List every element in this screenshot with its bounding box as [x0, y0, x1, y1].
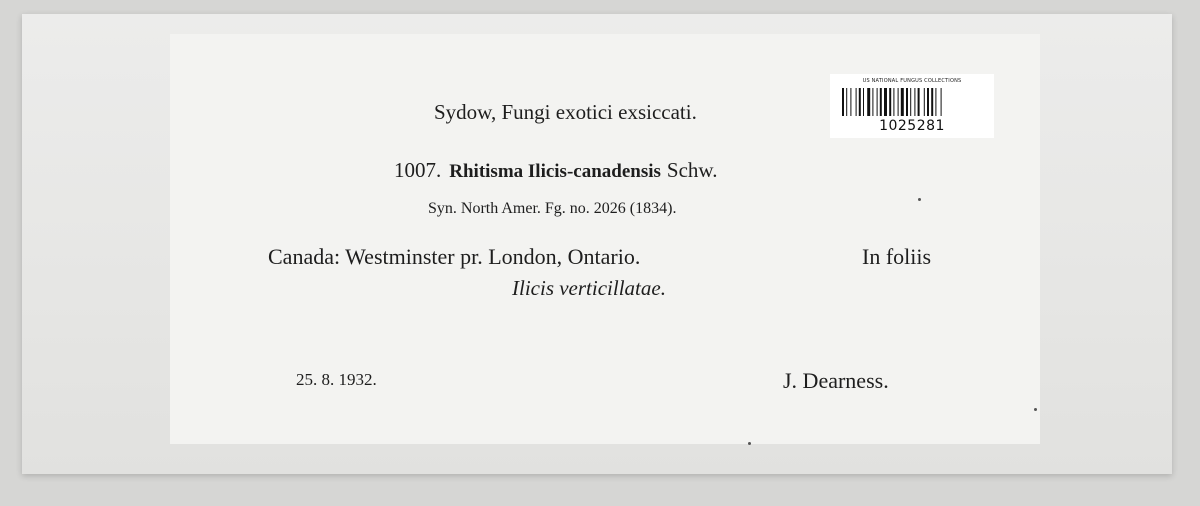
barcode-number: 1025281 [879, 118, 945, 134]
barcode-label [830, 74, 994, 138]
literature-reference: Syn. North Amer. Fg. no. 2026 (1834). [428, 200, 677, 217]
collector: J. Dearness. [783, 368, 889, 393]
taxon-author: Schw. [666, 158, 718, 182]
taxon-name: Rhitisma Ilicis-canadensis [449, 161, 661, 182]
series-title: Sydow, Fungi exotici exsiccati. [434, 100, 697, 124]
paper-speck [1034, 408, 1037, 411]
exsiccata-number: 1007. [394, 158, 442, 182]
paper-speck [918, 198, 921, 201]
barcode-icon [842, 88, 982, 116]
barcode-institution: US NATIONAL FUNGUS COLLECTIONS [862, 78, 962, 84]
collection-date: 25. 8. 1932. [296, 370, 377, 389]
paper-speck [748, 442, 751, 445]
locality: Canada: Westminster pr. London, Ontario. [268, 244, 641, 269]
taxon-line [394, 158, 717, 183]
host-name: Ilicis verticillatae. [512, 276, 666, 300]
habitat: In foliis [862, 244, 932, 269]
